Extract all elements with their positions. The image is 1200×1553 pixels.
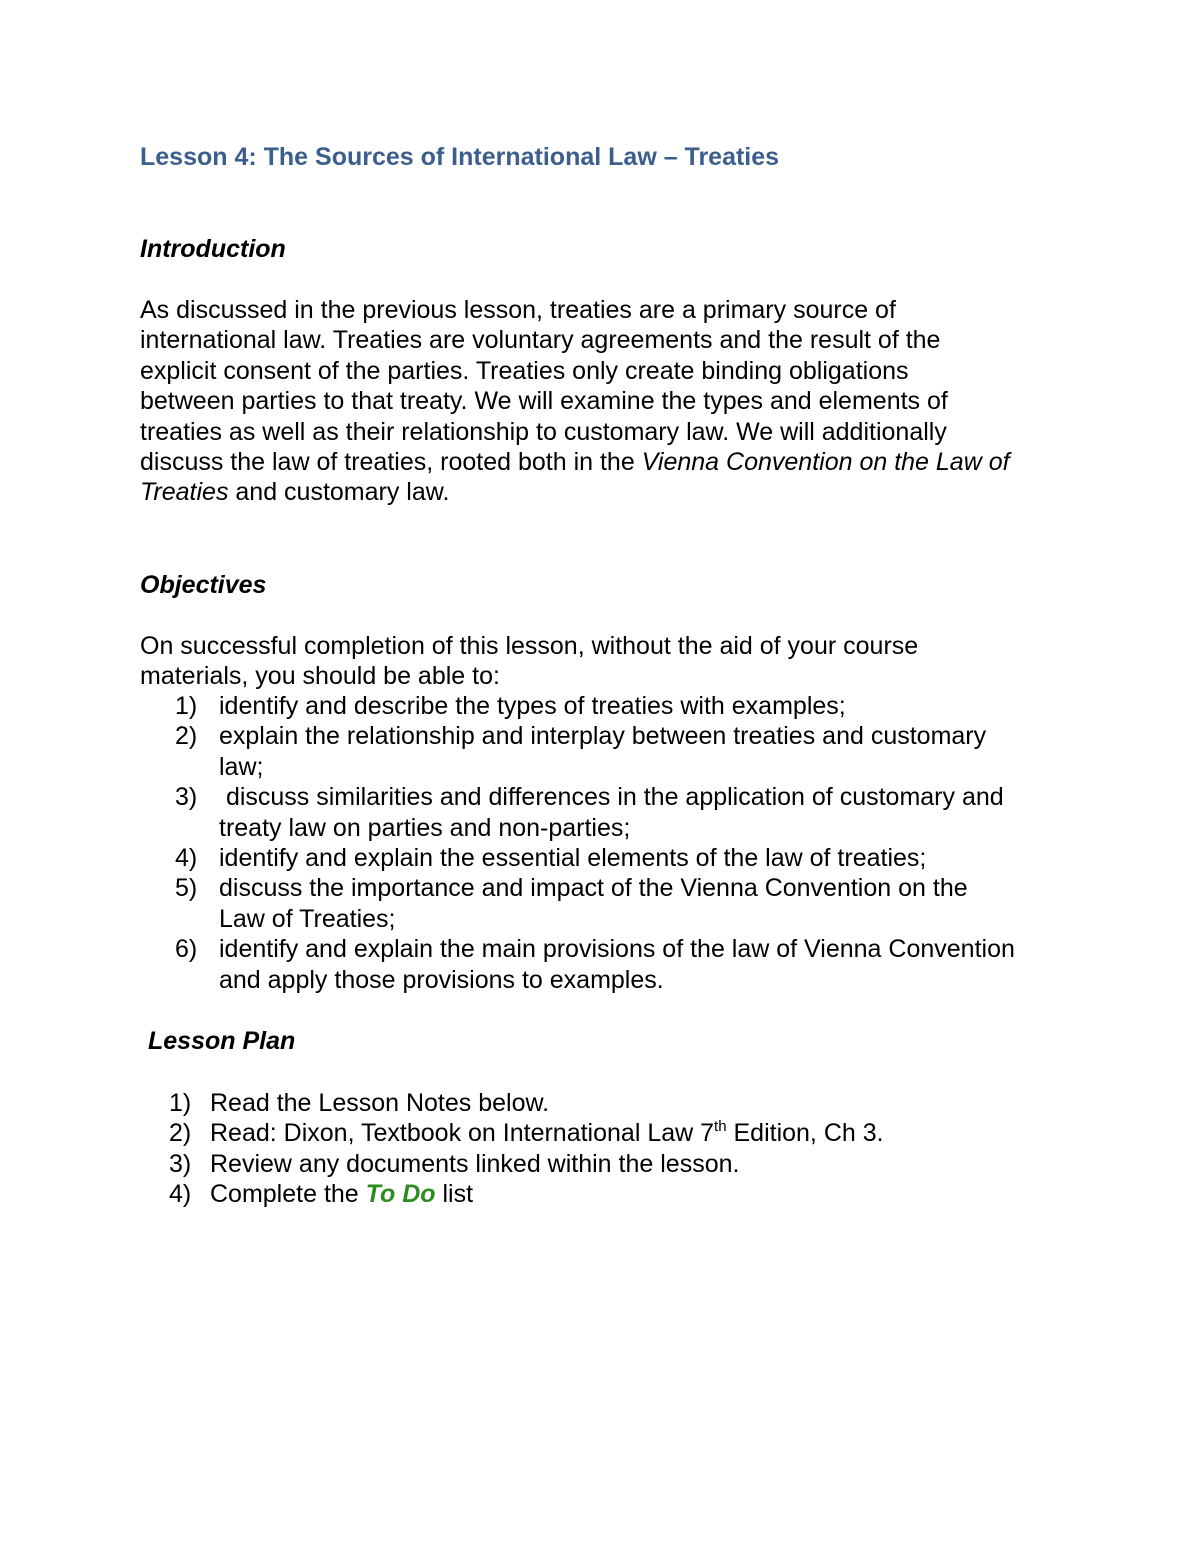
todo-prefix: Complete the <box>210 1180 366 1209</box>
list-item <box>175 873 1015 934</box>
list-number: 4) <box>175 844 198 873</box>
list-number: 4) <box>169 1180 192 1209</box>
list-item-text: identify and explain the main provisions of the law of Vienna Convention <box>219 935 1015 964</box>
introduction-line: treaties as well as their relationship to customary law. We will additionally <box>140 417 947 446</box>
list-item-text: discuss the importance and impact of the Vienna Convention on the <box>219 874 968 903</box>
introduction-text: discuss the law of treaties, rooted both in the <box>140 448 642 477</box>
list-item-text: explain the relationship and interplay between treaties and customary <box>219 722 987 751</box>
lesson-plan-heading: Lesson Plan <box>148 1027 296 1055</box>
lesson-title: Lesson 4: The Sources of International Law – Treaties <box>140 143 780 171</box>
todo-suffix: list <box>435 1180 474 1209</box>
list-item-text: law; <box>219 752 264 781</box>
list-item <box>169 1179 884 1209</box>
list-item <box>175 843 1015 873</box>
introduction-text: and customary law. <box>228 478 450 507</box>
list-item <box>169 1088 884 1118</box>
list-item-text: Review any documents linked within the lesson. <box>210 1149 740 1178</box>
list-number: 1) <box>175 692 198 720</box>
superscript-th: th <box>714 1118 727 1136</box>
introduction-line: between parties to that treaty. We will examine the types and elements of <box>140 387 948 416</box>
list-item-text <box>210 1119 884 1147</box>
list-number: 1) <box>169 1089 192 1117</box>
list-number: 6) <box>175 935 198 964</box>
list-item <box>169 1118 884 1148</box>
introduction-line: international law. Treaties are voluntary agreements and the result of the <box>140 326 941 355</box>
list-number: 3) <box>169 1149 192 1178</box>
introduction-line <box>140 447 1100 477</box>
introduction-line: explicit consent of the parties. Treaties only create binding obligations <box>140 356 909 385</box>
list-item <box>175 934 1015 995</box>
lesson-plan-list <box>169 1088 884 1210</box>
objectives-intro-line: On successful completion of this lesson, without the aid of your course <box>140 632 919 660</box>
introduction-paragraph <box>140 295 1100 508</box>
list-item <box>169 1149 884 1179</box>
convention-title-italic: Treaties <box>140 478 229 507</box>
list-item-text: identify and describe the types of treaties with examples; <box>219 692 846 720</box>
convention-title-italic: Vienna Convention on the Law of <box>641 448 1010 477</box>
list-number: 3) <box>175 783 198 812</box>
list-item-text: treaty law on parties and non-parties; <box>219 813 631 842</box>
objectives-intro <box>140 631 1100 692</box>
list-item <box>175 691 1015 721</box>
list-item <box>175 721 1015 782</box>
list-item-text: Read the Lesson Notes below. <box>210 1089 550 1117</box>
reading-text: Read: Dixon, Textbook on International Law 7 <box>210 1119 715 1148</box>
list-item-text: identify and explain the essential elements of the law of treaties; <box>219 844 927 873</box>
reading-text: Edition, Ch 3. <box>726 1119 884 1148</box>
introduction-line: As discussed in the previous lesson, treaties are a primary source of <box>140 296 896 324</box>
list-item <box>175 782 1015 843</box>
list-number: 5) <box>175 874 198 903</box>
list-item-text: and apply those provisions to examples. <box>219 965 664 994</box>
objectives-intro-line: materials, you should be able to: <box>140 662 500 691</box>
list-number: 2) <box>169 1119 192 1148</box>
list-item-text: Law of Treaties; <box>219 904 396 933</box>
list-item-text <box>210 1180 473 1208</box>
objectives-heading: Objectives <box>140 571 267 599</box>
introduction-heading: Introduction <box>140 235 286 263</box>
objectives-list <box>175 691 1015 995</box>
list-number: 2) <box>175 722 198 751</box>
introduction-line <box>140 477 1100 507</box>
todo-link[interactable]: To Do <box>365 1180 436 1209</box>
list-item-text: discuss similarities and differences in the application of customary and <box>219 783 1004 812</box>
